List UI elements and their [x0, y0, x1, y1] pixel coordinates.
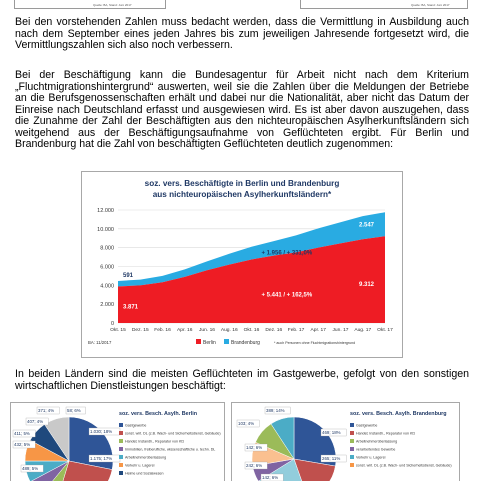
data-annotation: + 1.956 / + 331,0% — [261, 250, 313, 257]
pie-legend-label: Gastgewerbe — [356, 423, 378, 428]
employment-area-chart — [81, 171, 403, 358]
pie-legend-label: Verkehr u. Lagerei — [125, 463, 155, 468]
data-annotation: 591 — [123, 272, 134, 279]
pie-legend-swatch — [350, 431, 354, 435]
pie-legend-label: Heime und Sozialwesen — [125, 471, 164, 476]
previous-chart-fragment-right — [300, 0, 468, 9]
pie-legend-label: sonst. wirt. DL (z.B. Wach- und Sicherheitsdienst, Gebäude) — [356, 463, 452, 468]
x-tick-label: Okt. 15 — [110, 328, 126, 333]
slice-label: 489; 5% — [22, 466, 39, 471]
x-tick-label: Apr. 16 — [177, 328, 193, 333]
legend-swatch-berlin — [196, 339, 201, 344]
slice-label: 103; 4% — [238, 421, 255, 426]
chart-source-caption: Quelle: BA, Stand: Juni 2017 — [411, 3, 450, 7]
x-tick-label: Feb. 16 — [154, 328, 171, 333]
x-tick-label: Dez. 16 — [265, 328, 283, 333]
pie-legend-swatch — [350, 455, 354, 459]
pie-legend-label: Immobilien, freiberufliche, wissenschaftliche u. techn. DL — [125, 447, 216, 452]
x-tick-label: Okt. 17 — [377, 328, 393, 333]
pie-chart-berlin-canvas — [11, 403, 224, 481]
chart-source-caption: Quelle: BA, Stand: Juni 2017 — [93, 3, 132, 7]
y-tick-label: 6.000 — [100, 264, 114, 271]
slice-label: 1.030; 18% — [90, 429, 113, 434]
slice-label: 469; 18% — [322, 430, 341, 435]
pie-legend-label: Arbeitnehmerüberlassung — [125, 455, 167, 460]
pie-legend-label: Arbeitnehmerüberlassung — [356, 439, 398, 444]
slice-label: 58; 6% — [67, 408, 81, 413]
y-tick-label: 4.000 — [100, 283, 114, 290]
y-tick-label: 8.000 — [100, 245, 114, 252]
chart-title: soz. vers. Beschäftigte in Berlin und Brandenburg — [144, 179, 340, 188]
pie-legend-swatch — [119, 471, 123, 475]
x-tick-label: Jun. 17 — [332, 328, 349, 333]
pie-legend-swatch — [119, 455, 123, 459]
pie-title: soz. vers. Besch. Asylh. Berlin — [119, 411, 197, 417]
x-tick-label: Aug. 16 — [220, 328, 238, 333]
y-tick-label: 10.000 — [97, 226, 114, 233]
paragraph-branchen: In beiden Ländern sind die meisten Geflüchteten im Gastgewerbe, gefolgt von den sonstigen wirtschaftlichen Dienstleistungen beschäftigt: — [15, 368, 469, 392]
pie-legend-swatch — [119, 423, 123, 427]
pie-legend-swatch — [119, 463, 123, 467]
slice-label: 411; 5% — [14, 431, 30, 436]
pie-legend-swatch — [350, 447, 354, 451]
x-tick-label: Jun. 16 — [198, 328, 216, 333]
pie-chart-brandenburg-canvas — [232, 403, 459, 481]
pie-legend-label: verarbeitendes Gewerbe — [356, 447, 396, 452]
pie-legend-swatch — [350, 463, 354, 467]
pie-legend-label: Handel; Instandh., Reparatur von Kfz — [356, 431, 416, 436]
area-chart-canvas — [82, 172, 402, 357]
y-tick-label: 12.000 — [97, 208, 114, 214]
slice-label: 407; 4% — [27, 419, 44, 424]
slice-label: 371; 4% — [38, 408, 55, 413]
legend-footnote: * auch Personen ohne Fluchtmigrationshintergrund — [274, 341, 356, 345]
paragraph-beschaeftigung: Bei der Beschäftigung kann die Bundesagentur für Arbeit nicht nach dem Kriterium „Fluchtmigrationshintergrund“ auswerten, weil sie die Zahlen über die Meldungen der Betriebe an die Berufsgenossenschaften erhält und dabei nur die Nationalität, aber nicht das Datum der Einreise nach Deutschland erfasst und ausgewiesen wird. Es ist aber davon auszugehen, dass die Zunahme der Zahl der Beschäftigten aus den nichteuropäischen Asylherkunftsländern sich weitgehend aus der Beschäftigungsaufnahme von Geflüchteten ergibt. Für Berlin und Brandenburg hat die Zahl von beschäftigten Geflüchteten deutlich zugenommen: — [15, 69, 469, 150]
slice-label: 142; 6% — [246, 445, 263, 450]
pie-legend-swatch — [119, 447, 123, 451]
chart-subtitle: aus nichteuropäischen Asylherkunftsländern* — [152, 190, 332, 199]
pie-chart-brandenburg — [231, 402, 460, 481]
legend-label-berlin: Berlin — [203, 340, 216, 346]
x-tick-label: Dez. 15 — [131, 328, 149, 333]
x-tick-label: Apr. 17 — [310, 328, 326, 333]
slice-label: 389; 14% — [266, 408, 285, 413]
y-tick-label: 2.000 — [100, 302, 114, 309]
pie-chart-berlin — [10, 402, 225, 481]
data-annotation: + 5.441 / + 162,5% — [261, 292, 313, 299]
pie-legend-label: Gastgewerbe — [125, 423, 147, 428]
pie-title: soz. vers. Besch. Asylh. Brandenburg — [350, 411, 447, 417]
slice-label: 242; 6% — [246, 463, 263, 468]
legend-swatch-brandenburg — [224, 339, 229, 344]
slice-label: 432; 5% — [14, 442, 31, 447]
previous-chart-fragment-left — [14, 0, 166, 9]
slice-label: 142; 6% — [262, 475, 279, 480]
x-tick-label: Feb. 17 — [287, 328, 305, 333]
pie-legend-swatch — [350, 439, 354, 443]
slice-label: 265; 11% — [322, 456, 341, 461]
y-tick-label: 0 — [110, 321, 114, 327]
data-annotation: 2.547 — [359, 222, 375, 229]
pie-legend-swatch — [119, 431, 123, 435]
slice-label: 1.175; 17% — [90, 456, 113, 461]
pie-legend-swatch — [119, 439, 123, 443]
pie-legend-label: Handel; Instandh., Reparatur von Kfz — [125, 439, 185, 444]
pie-legend-swatch — [350, 423, 354, 427]
pie-legend-label: sonst. wirt. DL (z.B. Wach- und Sicherheitsdienst, Gebäude) — [125, 431, 221, 436]
pie-legend-label: Verkehr u. Lagerei — [356, 455, 386, 460]
legend-label-brandenburg: Brandenburg — [231, 340, 260, 346]
data-annotation: 3.871 — [123, 304, 139, 311]
x-tick-label: Okt. 16 — [243, 328, 260, 333]
chart-footer-source: BA: 11/2017 — [88, 340, 112, 345]
paragraph-vermittlung: Bei den vorstehenden Zahlen muss bedacht werden, dass die Vermittlung in Ausbildung auch nach dem September eines jeden Jahres bis zum jeweiligen Jahresende fortgesetzt wird, die Vermittlungszahlen sich also noch verbessern. — [15, 16, 469, 51]
data-annotation: 9.312 — [359, 281, 375, 288]
x-tick-label: Aug. 17 — [354, 328, 372, 333]
